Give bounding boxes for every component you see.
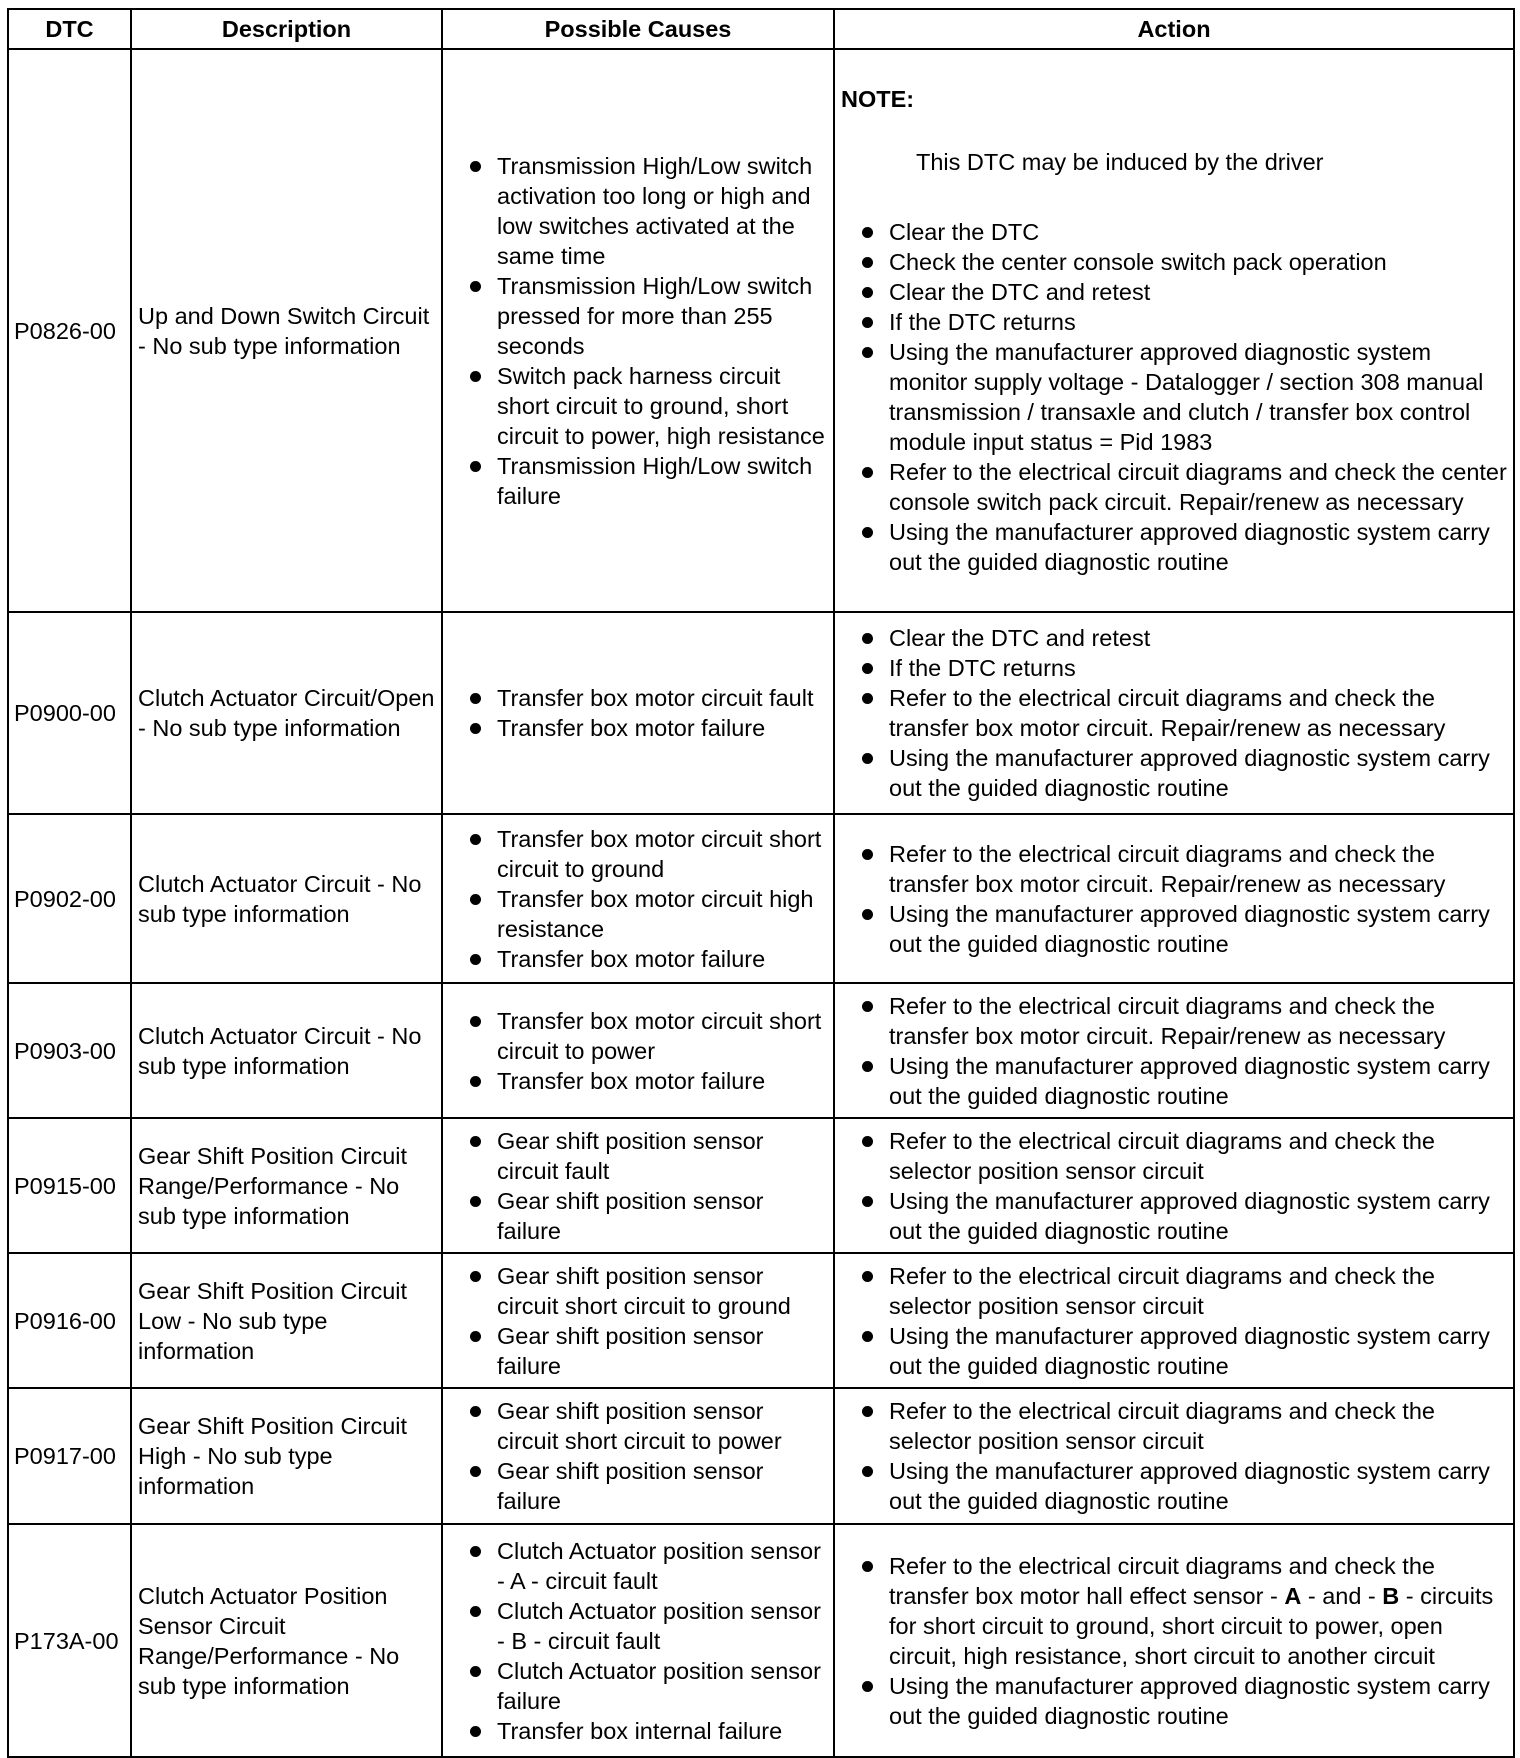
dtc-description: Gear Shift Position Circuit High - No sub type information: [131, 1388, 442, 1524]
actions-list: [841, 1551, 1509, 1731]
cause-item: Gear shift position sensor circuit short circuit to power: [449, 1396, 829, 1456]
note-text: This DTC may be induced by the driver: [916, 149, 1324, 175]
possible-causes-cell: [442, 49, 834, 612]
action-item: Using the manufacturer approved diagnostic system carry out the guided diagnostic routine: [841, 1671, 1509, 1731]
action-item: Refer to the electrical circuit diagrams and check the transfer box motor circuit. Repair/renew as necessary: [841, 991, 1509, 1051]
action-cell: [834, 1388, 1514, 1524]
cause-item: Transfer box motor circuit fault: [449, 683, 829, 713]
table-row: [8, 814, 1514, 983]
action-item: Refer to the electrical circuit diagrams and check the selector position sensor circuit: [841, 1126, 1509, 1186]
action-text: - and -: [1301, 1582, 1383, 1609]
actions-list: [841, 991, 1509, 1111]
cause-item: Transfer box motor failure: [449, 1066, 829, 1096]
dtc-description: Clutch Actuator Circuit/Open - No sub type information: [131, 612, 442, 814]
action-item: Refer to the electrical circuit diagrams and check the transfer box motor circuit. Repair/renew as necessary: [841, 683, 1509, 743]
header-possible-causes: Possible Causes: [442, 9, 834, 49]
action-item: Clear the DTC: [841, 217, 1509, 247]
action-item: Using the manufacturer approved diagnostic system carry out the guided diagnostic routine: [841, 1186, 1509, 1246]
cause-item: Clutch Actuator position sensor failure: [449, 1656, 829, 1716]
cause-item: Transfer box motor circuit short circuit to power: [449, 1006, 829, 1066]
cause-item: Gear shift position sensor failure: [449, 1186, 829, 1246]
causes-list: [449, 1536, 829, 1746]
possible-causes-cell: [442, 1388, 834, 1524]
dtc-description: Gear Shift Position Circuit Range/Performance - No sub type information: [131, 1118, 442, 1253]
action-item: Refer to the electrical circuit diagrams and check the center console switch pack circuit. Repair/renew as necessary: [841, 457, 1509, 517]
header-action: Action: [834, 9, 1514, 49]
cause-item: Gear shift position sensor circuit fault: [449, 1126, 829, 1186]
dtc-code: P0915-00: [8, 1118, 131, 1253]
header-description: Description: [131, 9, 442, 49]
dtc-description: Clutch Actuator Circuit - No sub type information: [131, 814, 442, 983]
action-item: Check the center console switch pack operation: [841, 247, 1509, 277]
action-item: Using the manufacturer approved diagnostic system carry out the guided diagnostic routine: [841, 517, 1509, 577]
header-row: [8, 9, 1514, 49]
action-text: - circuits for short circuit to ground, short circuit to power, open circuit, high resistance, short circuit to another circuit: [889, 1582, 1494, 1669]
action-item: Using the manufacturer approved diagnostic system carry out the guided diagnostic routine: [841, 743, 1509, 803]
dtc-code: P173A-00: [8, 1524, 131, 1757]
action-cell: [834, 612, 1514, 814]
action-cell: [834, 1253, 1514, 1388]
action-item: Using the manufacturer approved diagnostic system carry out the guided diagnostic routine: [841, 1456, 1509, 1516]
cause-item: Gear shift position sensor failure: [449, 1456, 829, 1516]
actions-list: [841, 839, 1509, 959]
action-item: [841, 1551, 1509, 1671]
dtc-code: P0826-00: [8, 49, 131, 612]
note-label: NOTE:: [841, 86, 915, 112]
action-cell: [834, 983, 1514, 1118]
causes-list: [449, 683, 829, 743]
dtc-code: P0916-00: [8, 1253, 131, 1388]
action-item: Refer to the electrical circuit diagrams and check the selector position sensor circuit: [841, 1261, 1509, 1321]
actions-list: [841, 1396, 1509, 1516]
table-row: [8, 1253, 1514, 1388]
cause-item: Gear shift position sensor circuit short circuit to ground: [449, 1261, 829, 1321]
cause-item: Switch pack harness circuit short circuit to ground, short circuit to power, high resistance: [449, 361, 829, 451]
action-cell: [834, 814, 1514, 983]
action-text: Refer to the electrical circuit diagrams and check the transfer box motor hall effect sensor -: [889, 1552, 1435, 1609]
causes-list: [449, 1126, 829, 1246]
dtc-code: P0903-00: [8, 983, 131, 1118]
action-cell: [834, 1524, 1514, 1757]
causes-list: [449, 1396, 829, 1516]
action-item: If the DTC returns: [841, 653, 1509, 683]
cause-item: Transfer box motor circuit short circuit to ground: [449, 824, 829, 884]
dtc-code: P0902-00: [8, 814, 131, 983]
action-item: Clear the DTC and retest: [841, 623, 1509, 653]
sensor-a-label: A: [1284, 1582, 1302, 1609]
possible-causes-cell: [442, 814, 834, 983]
sensor-b-label: B: [1382, 1582, 1400, 1609]
actions-list: [841, 1261, 1509, 1381]
table-row: [8, 49, 1514, 612]
table-row: [8, 612, 1514, 814]
dtc-description: Clutch Actuator Position Sensor Circuit Range/Performance - No sub type information: [131, 1524, 442, 1757]
cause-item: Transfer box internal failure: [449, 1716, 829, 1746]
dtc-description: Clutch Actuator Circuit - No sub type information: [131, 983, 442, 1118]
header-dtc: DTC: [8, 9, 131, 49]
table-row: [8, 1524, 1514, 1757]
causes-list: [449, 1261, 829, 1381]
causes-list: [449, 151, 829, 511]
action-item: Using the manufacturer approved diagnostic system carry out the guided diagnostic routine: [841, 1051, 1509, 1111]
table-row: [8, 983, 1514, 1118]
possible-causes-cell: [442, 612, 834, 814]
table-row: [8, 1388, 1514, 1524]
dtc-description: Gear Shift Position Circuit Low - No sub type information: [131, 1253, 442, 1388]
causes-list: [449, 1006, 829, 1096]
dtc-description: Up and Down Switch Circuit - No sub type information: [131, 49, 442, 612]
cause-item: Gear shift position sensor failure: [449, 1321, 829, 1381]
action-item: Refer to the electrical circuit diagrams and check the selector position sensor circuit: [841, 1396, 1509, 1456]
possible-causes-cell: [442, 1253, 834, 1388]
cause-item: Transmission High/Low switch pressed for more than 255 seconds: [449, 271, 829, 361]
actions-list: [841, 623, 1509, 803]
action-cell: [834, 49, 1514, 612]
possible-causes-cell: [442, 983, 834, 1118]
dtc-table: [7, 8, 1515, 1758]
action-item: Using the manufacturer approved diagnostic system monitor supply voltage - Datalogger / section 308 manual transmission / transaxle and clutch / transfer box control module input status = Pid 1983: [841, 337, 1509, 457]
cause-item: Clutch Actuator position sensor - A - circuit fault: [449, 1536, 829, 1596]
dtc-code: P0917-00: [8, 1388, 131, 1524]
cause-item: Transfer box motor failure: [449, 944, 829, 974]
actions-list: [841, 1126, 1509, 1246]
action-item: Using the manufacturer approved diagnostic system carry out the guided diagnostic routine: [841, 899, 1509, 959]
table-row: [8, 1118, 1514, 1253]
cause-item: Transmission High/Low switch activation too long or high and low switches activated at the same time: [449, 151, 829, 271]
cause-item: Transfer box motor circuit high resistance: [449, 884, 829, 944]
possible-causes-cell: [442, 1118, 834, 1253]
cause-item: Clutch Actuator position sensor - B - circuit fault: [449, 1596, 829, 1656]
action-item: Using the manufacturer approved diagnostic system carry out the guided diagnostic routine: [841, 1321, 1509, 1381]
action-cell: [834, 1118, 1514, 1253]
action-item: Refer to the electrical circuit diagrams and check the transfer box motor circuit. Repair/renew as necessary: [841, 839, 1509, 899]
dtc-code: P0900-00: [8, 612, 131, 814]
actions-list: [841, 217, 1509, 577]
possible-causes-cell: [442, 1524, 834, 1757]
action-item: Clear the DTC and retest: [841, 277, 1509, 307]
action-item: If the DTC returns: [841, 307, 1509, 337]
causes-list: [449, 824, 829, 974]
cause-item: Transmission High/Low switch failure: [449, 451, 829, 511]
cause-item: Transfer box motor failure: [449, 713, 829, 743]
